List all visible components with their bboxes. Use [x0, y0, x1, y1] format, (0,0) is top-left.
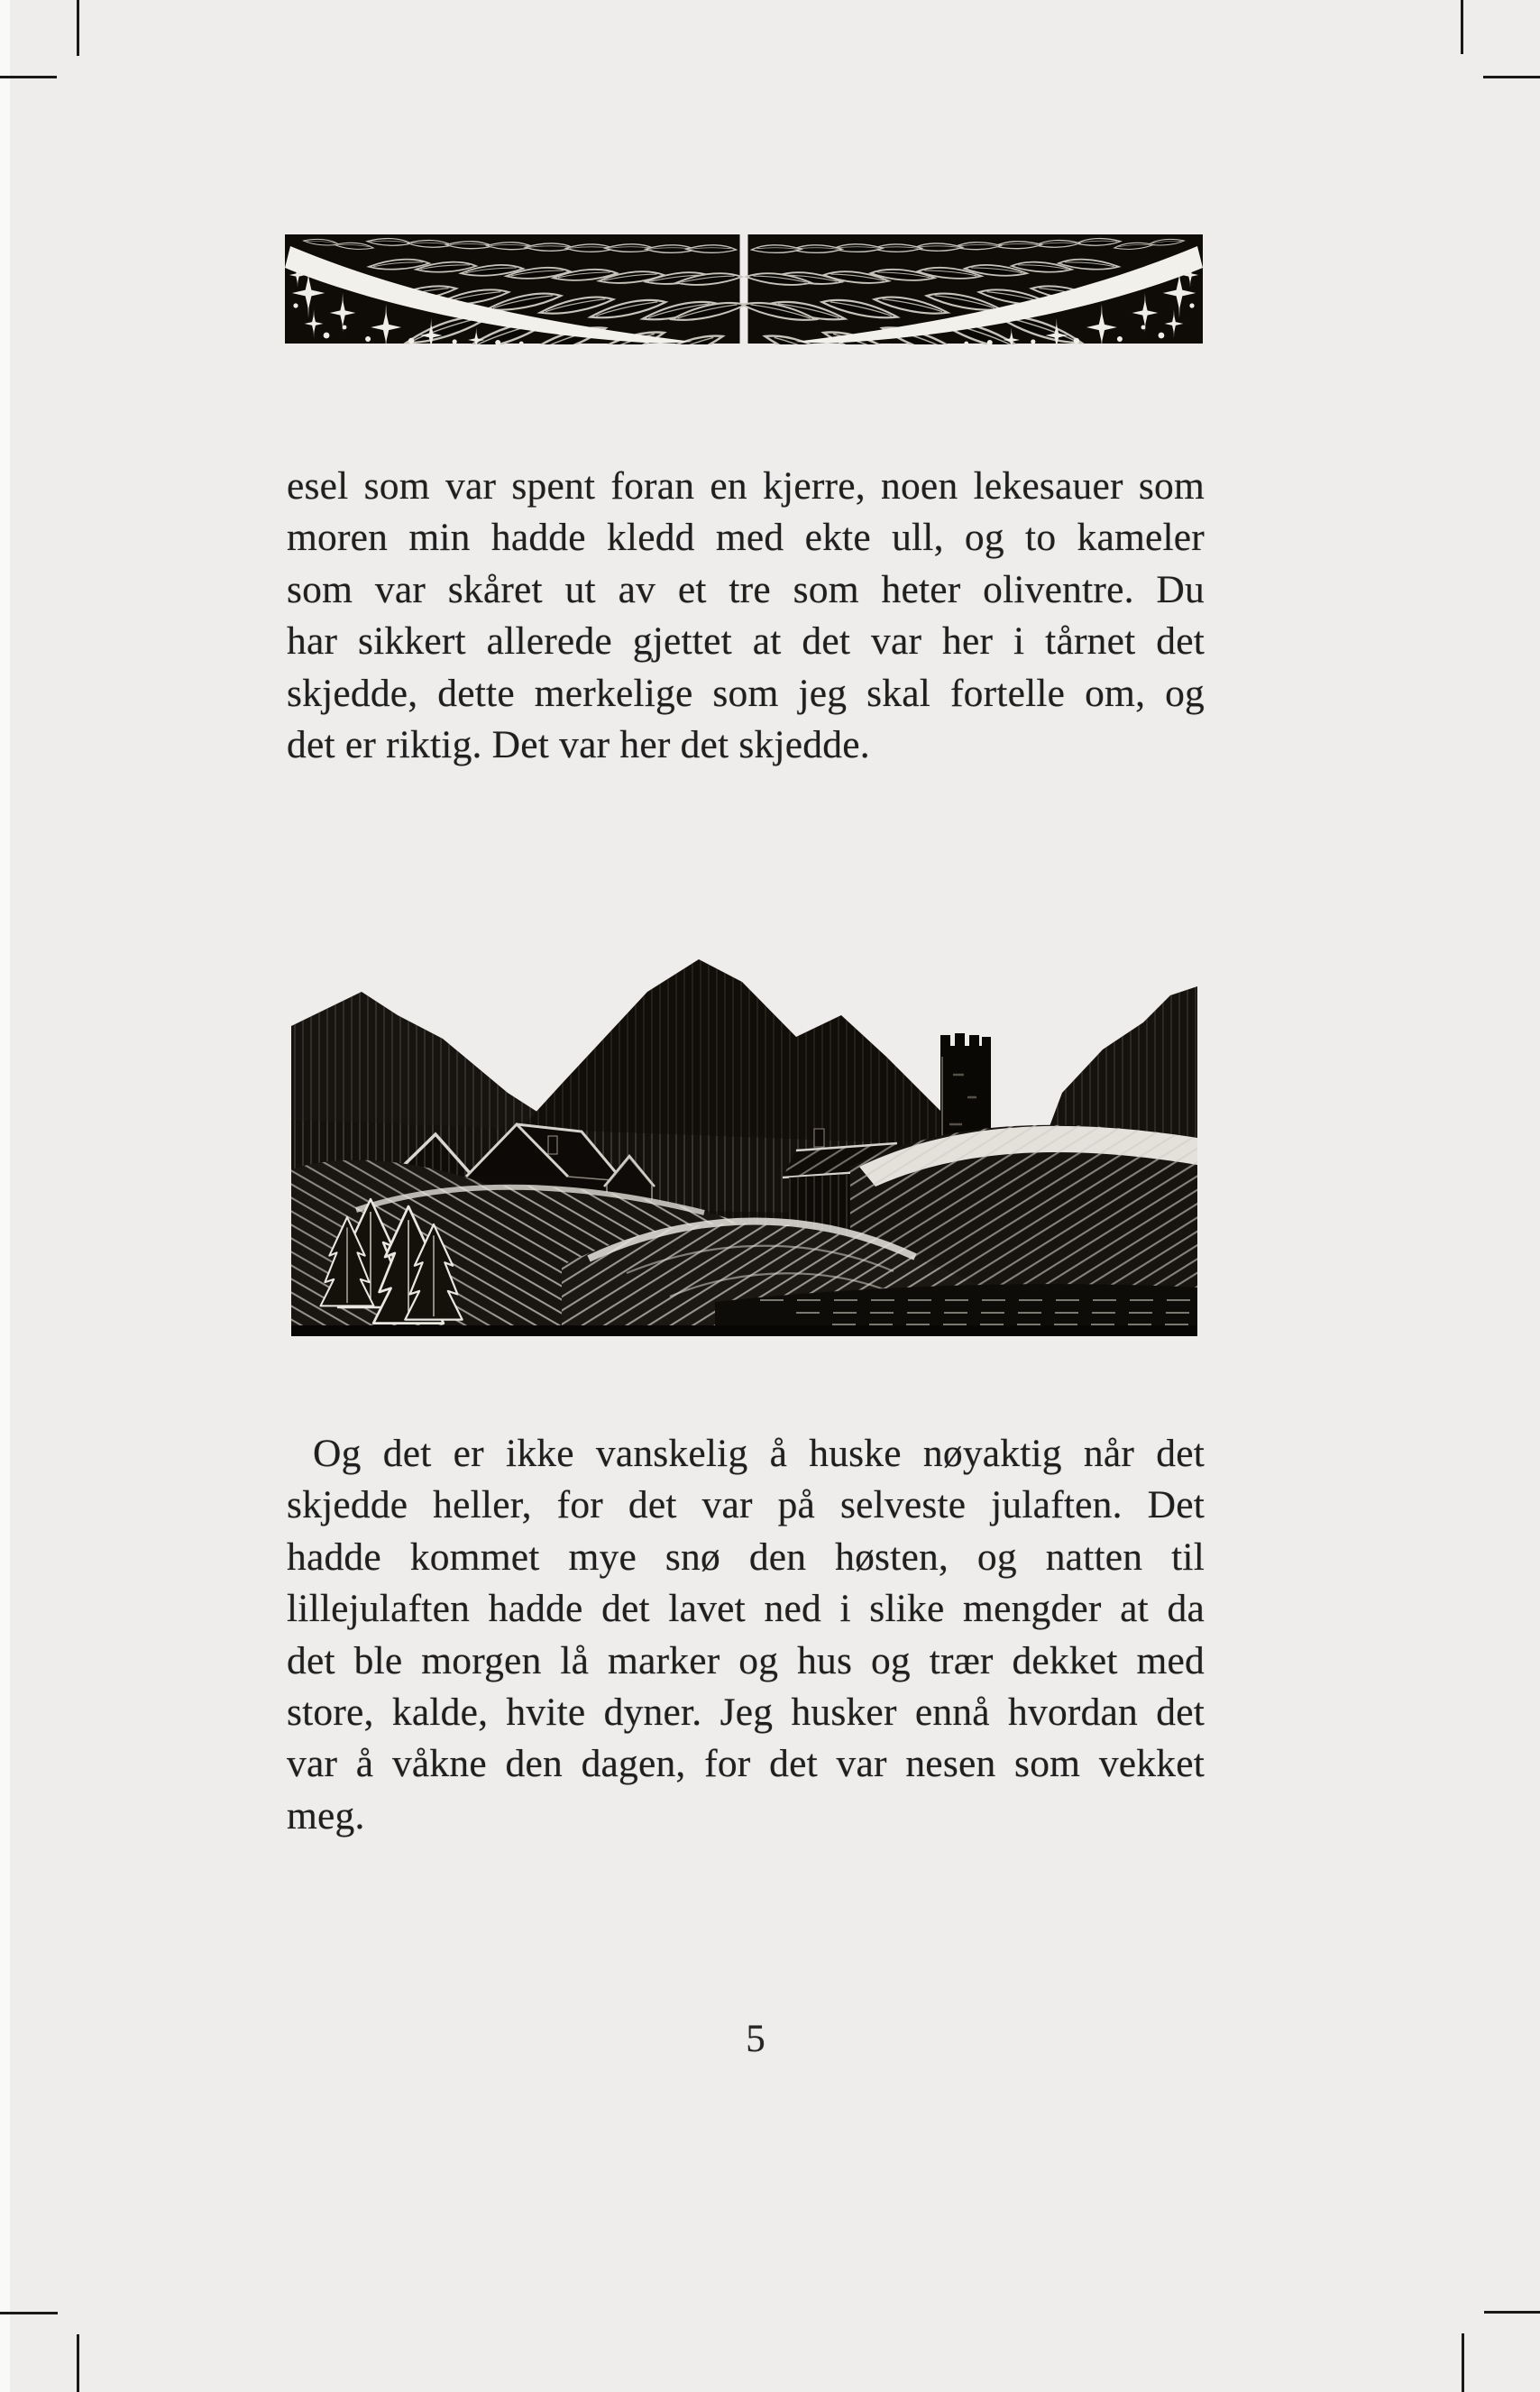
angel-wings-woodcut	[285, 234, 1203, 344]
paragraph-1	[287, 461, 1205, 771]
paragraph-2	[287, 1428, 1205, 1842]
village-landscape-woodcut	[291, 939, 1197, 1336]
text-line: som var skåret ut av et tre som heter oliventre. Du	[287, 567, 1205, 611]
text-line: har sikkert allerede gjettet at det var her i tårnet det	[287, 619, 1205, 664]
page-number: 5	[746, 2018, 765, 2060]
crop-mark-bottom-right-h	[1484, 2311, 1540, 2314]
text-line: moren min hadde kledd med ekte ull, og to kameler	[287, 516, 1205, 560]
crop-mark-bottom-right-v	[1462, 2333, 1464, 2392]
crop-mark-bottom-left-v	[77, 2334, 79, 2392]
text-line: meg.	[287, 1793, 365, 1838]
text-line: var å våkne den dagen, for det var nesen som vekket	[287, 1742, 1205, 1786]
crop-mark-bottom-left-h	[0, 2312, 58, 2314]
text-line: esel som var spent foran en kjerre, noen lekesauer som	[287, 464, 1205, 508]
crop-mark-top-right-h	[1483, 76, 1540, 78]
text-line: det er riktig. Det var her det skjedde.	[287, 722, 870, 766]
text-line: Og det er ikke vanskelig å huske nøyaktig når det	[313, 1432, 1205, 1475]
page-scan-edge	[0, 0, 10, 2392]
crop-mark-top-right-v	[1461, 0, 1463, 54]
crop-mark-top-left-h	[0, 76, 57, 78]
text-line: store, kalde, hvite dyner. Jeg husker ennå hvordan det	[287, 1690, 1205, 1734]
text-line: det ble morgen lå marker og hus og trær dekket med	[287, 1638, 1205, 1682]
crop-mark-top-left-v	[77, 0, 79, 56]
text-line: hadde kommet mye snø den høsten, og natten til	[287, 1535, 1205, 1579]
text-line: skjedde, dette merkelige som jeg skal fortelle om, og	[287, 671, 1205, 715]
text-line: skjedde heller, for det var på selveste julaften. Det	[287, 1483, 1205, 1527]
text-line: lillejulaften hadde det lavet ned i slike mengder at da	[287, 1587, 1205, 1631]
